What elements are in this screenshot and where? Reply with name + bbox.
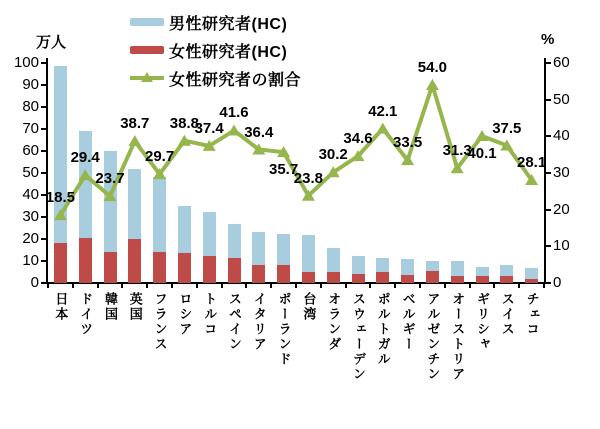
y-axis-left-unit-label: 万人 [36,34,67,51]
y-axis-left-tick-label: 40 [22,186,39,203]
ratio-value-label: 54.0 [417,59,447,76]
y-axis-right-tick-label: 20 [553,200,570,218]
x-axis-category-label: オランダ [326,292,342,352]
y-axis-right-unit-label: % [541,31,555,48]
y-axis-left-tick-mark [41,128,46,130]
ratio-value-label: 18.5 [45,189,75,207]
y-axis-left-tick-mark [41,172,46,174]
y-axis-left-tick-label: 30 [22,208,39,225]
ratio-value-label: 33.5 [392,134,423,152]
y-axis-right-tick-mark [546,99,551,101]
y-axis-right-tick-mark [546,245,551,247]
ratio-value-label: 35.7 [268,161,299,179]
ratio-value-label: 41.6 [219,104,249,122]
x-axis-category-label: トルコ [202,292,218,337]
y-axis-right-tick-label: 50 [553,90,570,108]
x-axis-tick-mark [295,284,297,288]
y-axis-right-tick-label: 40 [553,127,570,145]
x-axis-tick-mark [245,284,247,288]
y-axis-right-tick-mark [546,209,551,211]
x-axis-category-label: 韓国 [103,292,118,322]
x-axis-category-label: ギリシャ [475,292,490,352]
ratio-value-label: 31.3 [442,142,472,160]
x-axis-tick-mark [518,284,520,288]
ratio-value-label: 40.1 [467,144,497,162]
x-axis-category-label: ロシア [177,292,193,337]
ratio-value-label: 34.6 [343,130,373,148]
y-axis-left-tick-label: 60 [22,142,39,159]
x-axis-tick-mark [543,284,545,288]
x-axis-category-label: 英国 [127,292,143,322]
x-axis-category-label: フランス [152,292,168,352]
y-axis-right-tick-mark [546,135,551,137]
x-axis-tick-mark [221,284,223,288]
y-axis-left-tick-label: 90 [22,76,39,93]
x-axis-tick-mark [493,284,495,288]
y-axis-left-tick-mark [41,106,46,108]
ratio-value-label: 37.5 [492,119,522,137]
x-axis-tick-mark [369,284,371,288]
ratio-value-label: 37.4 [194,119,224,137]
ratio-value-label: 38.7 [120,115,150,133]
ratio-value-label: 29.7 [144,148,175,166]
x-axis-category-label: イタリア [251,292,267,352]
x-axis-tick-mark [196,284,198,288]
x-axis-tick-mark [270,284,272,288]
y-axis-left-tick-mark [41,150,46,152]
ratio-value-label: 38.8 [169,114,199,132]
y-axis-left-tick-mark [41,62,46,64]
ratio-value-label: 28.1 [516,153,547,171]
x-axis-category-label: スペイン [227,292,242,352]
x-axis-tick-mark [47,284,49,288]
triangle-marker-icon [128,135,141,146]
x-axis-category-label: スウェーデン [351,292,366,382]
ratio-value-label: 29.4 [70,149,100,167]
y-axis-right-tick-label: 10 [553,237,570,255]
x-axis-category-label: ドイツ [78,292,94,337]
x-axis-category-label: 台湾 [301,292,317,322]
ratio-value-label: 23.7 [95,170,125,188]
legend-item-male-label: 男性研究者(HC) [169,15,288,33]
y-axis-right-tick-mark [546,172,551,174]
y-axis-left-tick-label: 80 [22,98,39,115]
ratio-value-label: 30.2 [318,146,348,164]
x-axis-tick-mark [97,284,99,288]
y-axis-right-tick-label: 0 [553,274,562,291]
x-axis-category-label: スイス [499,292,515,337]
y-axis-right-tick-mark [546,282,551,284]
y-axis-left-tick-label: 100 [13,54,39,71]
x-axis-tick-mark [394,284,396,288]
y-axis-left-tick-mark [41,282,46,284]
x-axis-category-label: ベルギー [400,292,416,352]
x-axis-category-label: ポーランド [276,292,292,367]
ratio-value-label: 36.4 [244,123,274,141]
x-axis-category-label: ポルトガル [375,292,391,367]
y-axis-left-tick-label: 10 [22,252,39,269]
x-axis-tick-mark [419,284,421,288]
y-axis-left-tick-label: 50 [22,164,39,181]
legend-item-ratio-label: 女性研究者の割合 [169,71,302,89]
x-axis-tick-mark [171,284,173,288]
x-axis-category-label: オーストリア [450,292,466,382]
y-axis-left-tick-label: 0 [30,274,39,291]
x-axis-category-label: チェコ [524,292,540,337]
x-axis-tick-mark [345,284,347,288]
x-axis-tick-mark [121,284,123,288]
ratio-value-label: 23.8 [293,169,323,187]
x-axis-tick-mark [469,284,471,288]
x-axis-tick-mark [72,284,74,288]
ratio-value-label: 42.1 [368,102,398,120]
y-axis-right-tick-label: 60 [553,54,570,71]
x-axis-category-label: 日本 [53,292,69,322]
y-axis-left-tick-mark [41,238,46,240]
y-axis-right-tick-mark [546,62,551,64]
x-axis-tick-mark [444,284,446,288]
x-axis-tick-mark [146,284,148,288]
y-axis-left-tick-mark [41,216,46,218]
y-axis-left-tick-mark [41,260,46,262]
x-axis-category-label: アルゼンチン [425,292,441,382]
y-axis-right-tick-label: 30 [553,164,570,181]
y-axis-left-tick-mark [41,84,46,86]
legend-item-female-label: 女性研究者(HC) [169,43,288,61]
y-axis-left-tick-label: 20 [22,230,39,247]
y-axis-left-tick-label: 70 [22,120,39,137]
triangle-marker-icon [426,79,439,90]
x-axis-tick-mark [320,284,322,288]
